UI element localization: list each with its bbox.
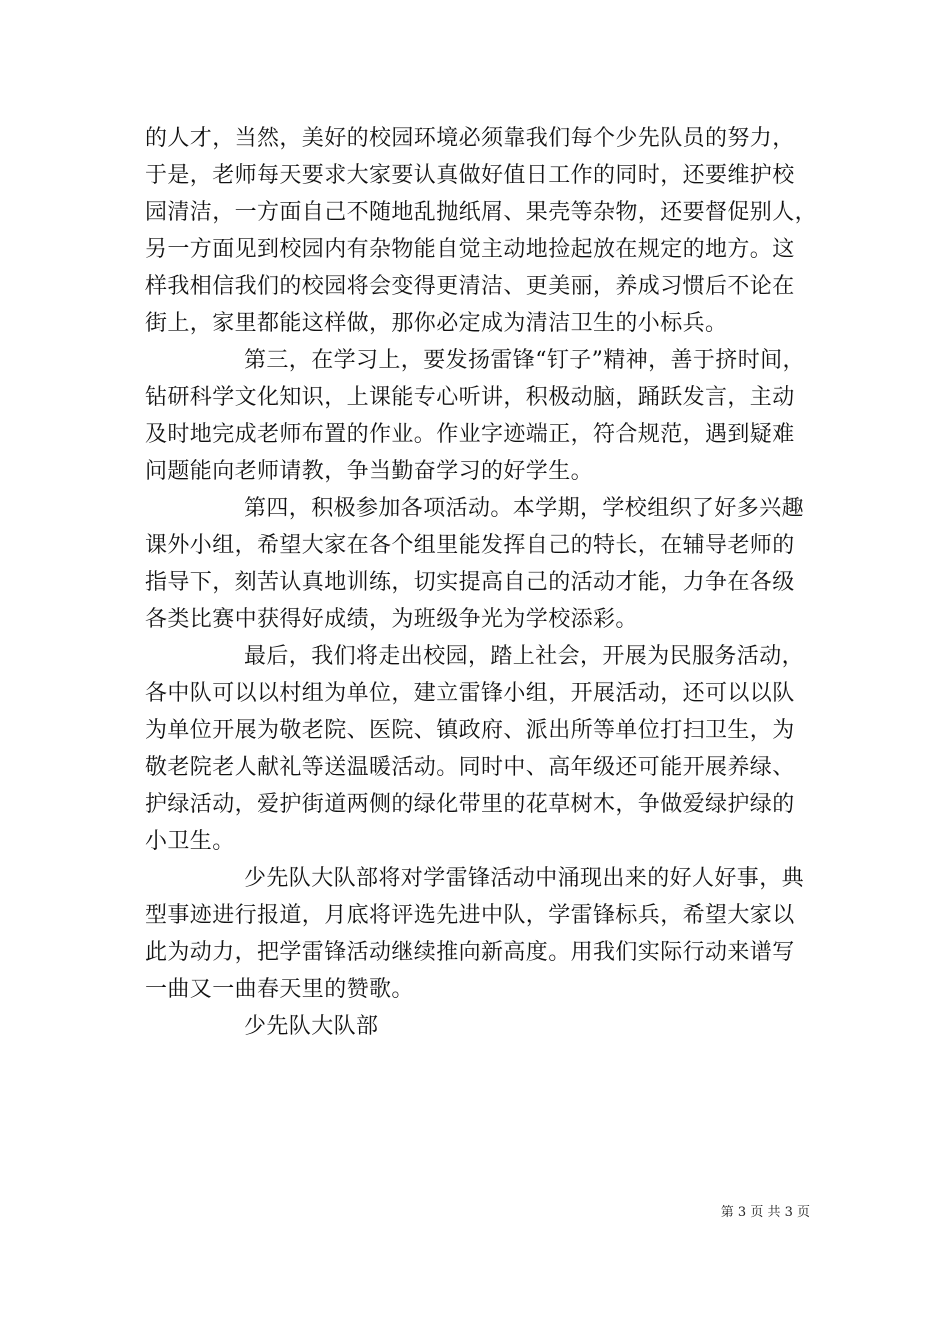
paragraph-start-line: 第三，在学习上，要发扬雷锋“钉子”精神，善于挤时间， <box>244 348 805 373</box>
signature-line: 少先队大队部 <box>244 1014 379 1039</box>
text-line: 护绿活动，爱护街道两侧的绿化带里的花草树木，争做爱绿护绿的 <box>145 792 795 817</box>
text-line: 园清洁，一方面自己不随地乱抛纸屑、果壳等杂物，还要督促别人， <box>145 200 818 225</box>
paragraph-start-line: 最后，我们将走出校园，踏上社会，开展为民服务活动， <box>244 644 805 669</box>
page-number-footer: 第 3 页 共 3 页 <box>720 1205 810 1220</box>
text-line: 型事迹进行报道，月底将评选先进中队，学雷锋标兵，希望大家以 <box>145 903 795 928</box>
text-line: 另一方面见到校园内有杂物能自觉主动地捡起放在规定的地方。这 <box>145 237 795 262</box>
text-line: 指导下，刻苦认真地训练，切实提高自己的活动才能，力争在各级 <box>145 570 795 595</box>
paragraph-start-line: 少先队大队部将对学雷锋活动中涌现出来的好人好事，典 <box>244 866 805 891</box>
text-line: 各类比赛中获得好成绩，为班级争光为学校添彩。 <box>145 607 638 632</box>
text-line: 于是，老师每天要求大家要认真做好值日工作的同时，还要维护校 <box>145 163 795 188</box>
text-line: 样我相信我们的校园将会变得更清洁、更美丽，养成习惯后不论在 <box>145 274 795 299</box>
text-line: 问题能向老师请教，争当勤奋学习的好学生。 <box>145 459 594 484</box>
text-line: 小卫生。 <box>145 829 235 854</box>
text-line: 课外小组，希望大家在各个组里能发挥自己的特长，在辅导老师的 <box>145 533 795 558</box>
text-line: 各中队可以以村组为单位，建立雷锋小组，开展活动，还可以以队 <box>145 681 795 706</box>
document-body <box>145 120 818 1045</box>
paragraph-start-line: 第四，积极参加各项活动。本学期，学校组织了好多兴趣 <box>244 496 805 521</box>
text-line: 的人才，当然，美好的校园环境必须靠我们每个少先队员的努力， <box>145 126 795 151</box>
text-line: 一曲又一曲春天里的赞歌。 <box>145 977 414 1002</box>
text-line: 及时地完成老师布置的作业。作业字迹端正，符合规范，遇到疑难 <box>145 422 795 447</box>
text-line: 街上，家里都能这样做，那你必定成为清洁卫生的小标兵。 <box>145 311 728 336</box>
text-line: 钻研科学文化知识，上课能专心听讲，积极动脑，踊跃发言，主动 <box>145 385 795 410</box>
text-line: 敬老院老人献礼等送温暖活动。同时中、高年级还可能开展养绿、 <box>145 755 795 780</box>
text-line: 为单位开展为敬老院、医院、镇政府、派出所等单位打扫卫生，为 <box>145 718 795 743</box>
text-line: 此为动力，把学雷锋活动继续推向新高度。用我们实际行动来谱写 <box>145 940 795 965</box>
